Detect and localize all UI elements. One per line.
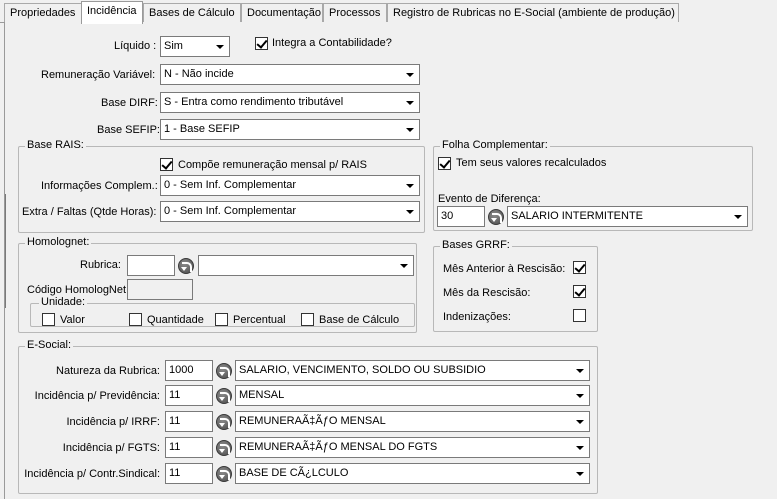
- esocial-sindical-label: Incidência p/ Contr.Sindical:: [24, 468, 160, 480]
- chevron-down-icon[interactable]: [397, 257, 412, 274]
- esocial-previdencia-code-input[interactable]: [165, 385, 213, 406]
- grrf-title: Bases GRRF:: [442, 239, 510, 251]
- grrf-indenizacoes-checkbox[interactable]: [573, 309, 586, 322]
- integra-checkbox[interactable]: [255, 37, 268, 50]
- rais-info-select[interactable]: [160, 175, 420, 196]
- remuneracao-value: N - Não incide: [164, 68, 234, 80]
- lookup-icon[interactable]: [216, 414, 232, 430]
- esocial-natureza-label: Natureza da Rubrica:: [56, 365, 160, 377]
- codigo-homolognet-input[interactable]: [127, 279, 193, 300]
- esocial-irrf-label: Incidência p/ IRRF:: [66, 416, 160, 428]
- unidade-percentual-label: Percentual: [233, 314, 286, 326]
- grrf-mes-anterior-checkbox[interactable]: [573, 261, 586, 274]
- esocial-sindical-value: BASE DE CÃ¿LCULO: [239, 467, 349, 479]
- evento-select[interactable]: [507, 206, 748, 227]
- lookup-icon[interactable]: [216, 440, 232, 456]
- lookup-icon[interactable]: [216, 466, 232, 482]
- esocial-previdencia-label: Incidência p/ Previdência:: [34, 390, 160, 402]
- sefip-select[interactable]: [160, 119, 420, 140]
- dirf-select[interactable]: [160, 92, 420, 113]
- esocial-fgts-select[interactable]: [235, 437, 590, 458]
- unidade-title: Unidade:: [41, 296, 86, 308]
- esocial-sindical-code: 11: [169, 467, 181, 479]
- unidade-quantidade-label: Quantidade: [147, 314, 204, 326]
- grrf-mes-rescisao-label: Mês da Rescisão:: [443, 287, 531, 299]
- evento-code-input[interactable]: [437, 206, 485, 227]
- lookup-icon[interactable]: [488, 209, 504, 225]
- esocial-irrf-code: 11: [169, 415, 181, 427]
- rais-info-value: 0 - Sem Inf. Complementar: [164, 179, 297, 191]
- esocial-fgts-value: REMUNERAÃ‡ÃƒO MENSAL DO FGTS: [239, 441, 438, 453]
- chevron-down-icon[interactable]: [213, 38, 228, 55]
- unidade-quantidade-checkbox[interactable]: [129, 313, 142, 326]
- chevron-down-icon[interactable]: [573, 413, 588, 430]
- esocial-sindical-code-input[interactable]: [165, 463, 213, 484]
- esocial-sindical-select[interactable]: [235, 463, 590, 484]
- esocial-natureza-code-input[interactable]: [165, 360, 213, 381]
- evento-value: SALARIO INTERMITENTE: [511, 210, 644, 222]
- codigo-homolognet-label: Código HomologNet: [27, 284, 127, 296]
- esocial-irrf-value: REMUNERAÃ‡ÃƒO MENSAL: [239, 415, 386, 427]
- tab-propriedades[interactable]: Propriedades: [4, 3, 82, 22]
- tab-incidencia[interactable]: Incidência: [81, 1, 143, 24]
- grrf-indenizacoes-label: Indenizações:: [443, 311, 511, 323]
- chevron-down-icon[interactable]: [403, 121, 418, 138]
- lookup-icon[interactable]: [216, 363, 232, 379]
- liquido-select[interactable]: [160, 36, 230, 57]
- folha-recalc-checkbox[interactable]: [438, 157, 451, 170]
- rais-compoe-label: Compõe remuneração mensal p/ RAIS: [178, 159, 367, 171]
- evento-code: 30: [441, 210, 454, 222]
- esocial-fgts-code-input[interactable]: [165, 437, 213, 458]
- grrf-mes-anterior-label: Mês Anterior à Rescisão:: [443, 263, 566, 275]
- chevron-down-icon[interactable]: [573, 362, 588, 379]
- rubrica-select[interactable]: [198, 255, 414, 276]
- evento-label: Evento de Diferença:: [438, 193, 541, 205]
- unidade-base-label: Base de Cálculo: [319, 314, 400, 326]
- lookup-icon[interactable]: [216, 388, 232, 404]
- chevron-down-icon[interactable]: [573, 387, 588, 404]
- rubrica-label: Rubrica:: [80, 259, 121, 271]
- esocial-previdencia-code: 11: [169, 389, 181, 401]
- grrf-mes-rescisao-checkbox[interactable]: [573, 285, 586, 298]
- liquido-value: Sim: [164, 40, 183, 52]
- rais-title: Base RAIS:: [27, 139, 84, 151]
- chevron-down-icon[interactable]: [403, 203, 418, 220]
- dirf-value: S - Entra como rendimento tributável: [164, 96, 344, 108]
- integra-label: Integra a Contabilidade?: [272, 37, 392, 49]
- tab-documentacao[interactable]: Documentação: [241, 3, 323, 22]
- rais-extra-label: Extra / Faltas (Qtde Horas):: [22, 206, 157, 218]
- sefip-label: Base SEFIP:: [97, 124, 160, 136]
- esocial-natureza-value: SALARIO, VENCIMENTO, SOLDO OU SUBSIDIO: [239, 364, 486, 376]
- esocial-fgts-code: 11: [169, 441, 181, 453]
- chevron-down-icon[interactable]: [573, 465, 588, 482]
- rais-extra-select[interactable]: [160, 201, 420, 222]
- unidade-valor-label: Valor: [60, 314, 85, 326]
- unidade-percentual-checkbox[interactable]: [215, 313, 228, 326]
- esocial-title: E-Social:: [27, 339, 72, 351]
- rais-info-label: Informações Complem.:: [41, 180, 158, 192]
- rais-extra-value: 0 - Sem Inf. Complementar: [164, 205, 297, 217]
- esocial-natureza-select[interactable]: [235, 360, 590, 381]
- chevron-down-icon[interactable]: [731, 208, 746, 225]
- rais-compoe-checkbox[interactable]: [160, 158, 173, 171]
- esocial-fgts-label: Incidência p/ FGTS:: [62, 442, 160, 454]
- unidade-valor-checkbox[interactable]: [42, 313, 55, 326]
- esocial-natureza-code: 1000: [169, 364, 194, 376]
- remuneracao-select[interactable]: [160, 64, 420, 85]
- liquido-label: Líquido :: [114, 40, 157, 52]
- chevron-down-icon[interactable]: [403, 66, 418, 83]
- tab-bases-de-calculo[interactable]: Bases de Cálculo: [143, 3, 241, 22]
- unidade-base-checkbox[interactable]: [301, 313, 314, 326]
- dirf-label: Base DIRF:: [101, 97, 158, 109]
- esocial-previdencia-select[interactable]: [235, 385, 590, 406]
- folha-title: Folha Complementar:: [442, 139, 548, 151]
- lookup-icon[interactable]: [178, 258, 194, 274]
- tab-registro-esocial[interactable]: Registro de Rubricas no E-Social (ambiente de produção): [387, 3, 679, 22]
- panel-left-edge: [5, 194, 6, 308]
- homolognet-title: Homolognet:: [27, 236, 90, 248]
- esocial-irrf-select[interactable]: [235, 411, 590, 432]
- sefip-value: 1 - Base SEFIP: [164, 123, 240, 135]
- chevron-down-icon[interactable]: [403, 94, 418, 111]
- remuneracao-label: Remuneração Variável:: [41, 69, 156, 81]
- folha-recalc-label: Tem seus valores recalculados: [456, 157, 607, 169]
- esocial-previdencia-value: MENSAL: [239, 389, 285, 401]
- rubrica-code-input[interactable]: [127, 255, 175, 276]
- tab-processos[interactable]: Processos: [323, 3, 387, 22]
- esocial-irrf-code-input[interactable]: [165, 411, 213, 432]
- chevron-down-icon[interactable]: [573, 439, 588, 456]
- chevron-down-icon[interactable]: [403, 177, 418, 194]
